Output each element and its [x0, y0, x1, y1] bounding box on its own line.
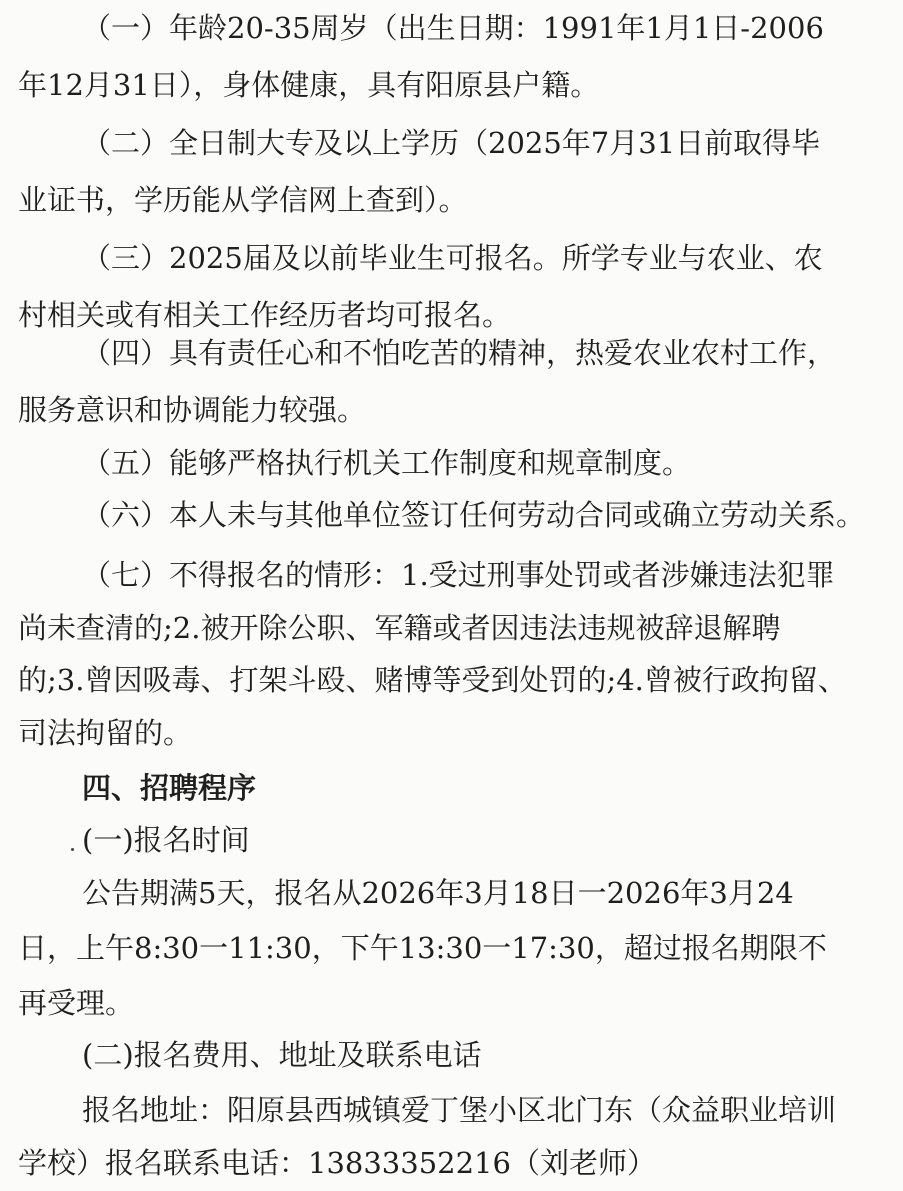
requirement-graduates-line-2: 村相关或有相关工作经历者均可报名。	[18, 298, 512, 332]
requirement-age-line-1: （一）年龄20-35周岁（出生日期：1991年1月1日-2006	[82, 11, 824, 45]
requirement-age-line-2: 年12月31日），身体健康，具有阳原县户籍。	[18, 68, 600, 102]
requirement-no-contract-line: （六）本人未与其他单位签订任何劳动合同或确立劳动关系。	[82, 498, 866, 532]
ineligibility-line-4: 司法拘留的。	[18, 716, 193, 750]
ineligibility-line-1: （七）不得报名的情形：1.受过刑事处罚或者涉嫌违法犯罪	[82, 558, 835, 592]
requirement-graduates-line-1: （三）2025届及以前毕业生可报名。所学专业与农业、农	[82, 241, 823, 275]
registration-address-line-1: 报名地址：阳原县西城镇爱丁堡小区北门东（众益职业培训	[82, 1093, 837, 1127]
requirement-attitude-line-2: 服务意识和协调能力较强。	[18, 393, 367, 427]
requirement-education-line-2: 业证书，学历能从学信网上查到）。	[18, 183, 468, 217]
requirement-attitude-line-1: （四）具有责任心和不怕吃苦的精神，热爱农业农村工作，	[82, 336, 837, 370]
requirement-education-line-1: （二）全日制大专及以上学历（2025年7月31日前取得毕	[82, 126, 821, 160]
registration-time-line-1: 公告期满5天，报名从2026年3月18日一2026年3月24	[82, 876, 794, 910]
registration-time-line-3: 再受理。	[18, 986, 135, 1020]
registration-time-line-2: 日，上午8:30一11:30，下午13:30一17:30，超过报名期限不	[18, 931, 827, 965]
ineligibility-line-2: 尚未查清的;2.被开除公职、军籍或者因违法违规被辞退解聘	[18, 611, 781, 645]
registration-address-line-2: 学校）报名联系电话：13833352216（刘老师）	[18, 1146, 656, 1180]
subheading-fee-address-phone: (二)报名费用、地址及联系电话	[82, 1038, 482, 1072]
requirement-discipline-line: （五）能够严格执行机关工作制度和规章制度。	[82, 446, 692, 480]
ineligibility-line-3: 的;3.曾因吸毒、打架斗殴、赌博等受到处罚的;4.曾被行政拘留、	[18, 663, 847, 697]
section-heading-procedure: 四、招聘程序	[82, 771, 257, 805]
subheading-registration-time: (一)报名时间	[82, 823, 250, 857]
